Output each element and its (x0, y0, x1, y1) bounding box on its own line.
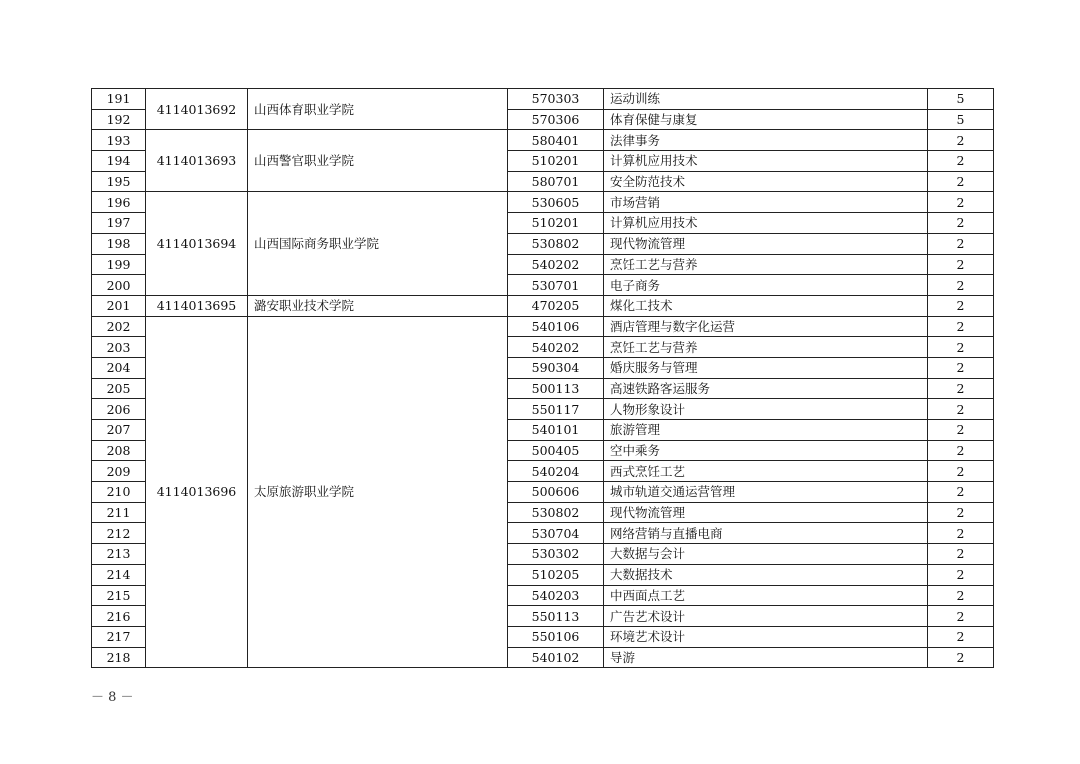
school-name-cell: 山西国际商务职业学院 (248, 192, 508, 295)
quota-cell: 2 (928, 461, 994, 482)
major-code-cell: 540202 (508, 337, 604, 358)
major-name-cell: 空中乘务 (604, 440, 928, 461)
row-number-cell: 199 (92, 254, 146, 275)
table-row (92, 130, 994, 151)
quota-cell: 2 (928, 275, 994, 296)
quota-cell: 2 (928, 151, 994, 172)
major-name-cell: 人物形象设计 (604, 399, 928, 420)
major-code-cell: 530605 (508, 192, 604, 213)
major-name-cell: 导游 (604, 647, 928, 668)
major-name-cell: 酒店管理与数字化运营 (604, 316, 928, 337)
quota-cell: 2 (928, 585, 994, 606)
quota-cell: 2 (928, 295, 994, 316)
quota-cell: 2 (928, 357, 994, 378)
row-number-cell: 202 (92, 316, 146, 337)
row-number-cell: 194 (92, 151, 146, 172)
quota-cell: 2 (928, 482, 994, 503)
quota-cell: 2 (928, 626, 994, 647)
major-name-cell: 西式烹饪工艺 (604, 461, 928, 482)
major-name-cell: 现代物流管理 (604, 233, 928, 254)
quota-cell: 2 (928, 233, 994, 254)
table-row (92, 192, 994, 213)
row-number-cell: 192 (92, 109, 146, 130)
major-code-cell: 550117 (508, 399, 604, 420)
row-number-cell: 200 (92, 275, 146, 296)
row-number-cell: 193 (92, 130, 146, 151)
major-code-cell: 540204 (508, 461, 604, 482)
major-code-cell: 510205 (508, 564, 604, 585)
quota-cell: 2 (928, 544, 994, 565)
major-code-cell: 470205 (508, 295, 604, 316)
quota-cell: 2 (928, 523, 994, 544)
major-name-cell: 现代物流管理 (604, 502, 928, 523)
major-code-cell: 540101 (508, 420, 604, 441)
major-code-cell: 530302 (508, 544, 604, 565)
row-number-cell: 214 (92, 564, 146, 585)
major-code-cell: 500606 (508, 482, 604, 503)
major-name-cell: 烹饪工艺与营养 (604, 254, 928, 275)
row-number-cell: 211 (92, 502, 146, 523)
quota-cell: 2 (928, 130, 994, 151)
enrollment-table (91, 88, 994, 668)
major-name-cell: 计算机应用技术 (604, 213, 928, 234)
row-number-cell: 204 (92, 357, 146, 378)
row-number-cell: 209 (92, 461, 146, 482)
quota-cell: 2 (928, 171, 994, 192)
row-number-cell: 215 (92, 585, 146, 606)
row-number-cell: 197 (92, 213, 146, 234)
school-name-cell: 山西警官职业学院 (248, 130, 508, 192)
major-name-cell: 计算机应用技术 (604, 151, 928, 172)
page-number: － 8 － (91, 690, 134, 705)
major-name-cell: 安全防范技术 (604, 171, 928, 192)
school-code-cell: 4114013693 (146, 130, 248, 192)
major-name-cell: 烹饪工艺与营养 (604, 337, 928, 358)
quota-cell: 2 (928, 337, 994, 358)
major-name-cell: 城市轨道交通运营管理 (604, 482, 928, 503)
major-code-cell: 580401 (508, 130, 604, 151)
quota-cell: 2 (928, 316, 994, 337)
quota-cell: 2 (928, 254, 994, 275)
row-number-cell: 212 (92, 523, 146, 544)
quota-cell: 5 (928, 109, 994, 130)
major-code-cell: 510201 (508, 151, 604, 172)
major-name-cell: 环境艺术设计 (604, 626, 928, 647)
row-number-cell: 196 (92, 192, 146, 213)
row-number-cell: 198 (92, 233, 146, 254)
major-name-cell: 高速铁路客运服务 (604, 378, 928, 399)
row-number-cell: 213 (92, 544, 146, 565)
table-row (92, 89, 994, 110)
school-name-cell: 山西体育职业学院 (248, 89, 508, 130)
school-code-cell: 4114013696 (146, 316, 248, 668)
school-name-cell: 潞安职业技术学院 (248, 295, 508, 316)
major-code-cell: 540203 (508, 585, 604, 606)
row-number-cell: 203 (92, 337, 146, 358)
major-code-cell: 500405 (508, 440, 604, 461)
quota-cell: 2 (928, 502, 994, 523)
table-row (92, 295, 994, 316)
quota-cell: 2 (928, 192, 994, 213)
major-name-cell: 电子商务 (604, 275, 928, 296)
major-code-cell: 530704 (508, 523, 604, 544)
table-row (92, 316, 994, 337)
row-number-cell: 201 (92, 295, 146, 316)
major-name-cell: 网络营销与直播电商 (604, 523, 928, 544)
row-number-cell: 216 (92, 606, 146, 627)
quota-cell: 2 (928, 213, 994, 234)
row-number-cell: 217 (92, 626, 146, 647)
row-number-cell: 205 (92, 378, 146, 399)
school-code-cell: 4114013692 (146, 89, 248, 130)
row-number-cell: 191 (92, 89, 146, 110)
quota-cell: 5 (928, 89, 994, 110)
row-number-cell: 206 (92, 399, 146, 420)
row-number-cell: 195 (92, 171, 146, 192)
quota-cell: 2 (928, 440, 994, 461)
major-name-cell: 婚庆服务与管理 (604, 357, 928, 378)
quota-cell: 2 (928, 378, 994, 399)
major-name-cell: 广告艺术设计 (604, 606, 928, 627)
major-code-cell: 590304 (508, 357, 604, 378)
table-body (92, 89, 994, 668)
row-number-cell: 210 (92, 482, 146, 503)
major-code-cell: 540102 (508, 647, 604, 668)
major-code-cell: 530701 (508, 275, 604, 296)
major-code-cell: 550106 (508, 626, 604, 647)
major-name-cell: 运动训练 (604, 89, 928, 110)
major-name-cell: 中西面点工艺 (604, 585, 928, 606)
quota-cell: 2 (928, 564, 994, 585)
major-code-cell: 500113 (508, 378, 604, 399)
major-name-cell: 体育保健与康复 (604, 109, 928, 130)
quota-cell: 2 (928, 647, 994, 668)
major-name-cell: 大数据与会计 (604, 544, 928, 565)
school-code-cell: 4114013695 (146, 295, 248, 316)
row-number-cell: 207 (92, 420, 146, 441)
major-code-cell: 580701 (508, 171, 604, 192)
school-name-cell: 太原旅游职业学院 (248, 316, 508, 668)
major-name-cell: 旅游管理 (604, 420, 928, 441)
major-name-cell: 大数据技术 (604, 564, 928, 585)
quota-cell: 2 (928, 420, 994, 441)
major-code-cell: 570303 (508, 89, 604, 110)
quota-cell: 2 (928, 399, 994, 420)
major-name-cell: 市场营销 (604, 192, 928, 213)
major-code-cell: 570306 (508, 109, 604, 130)
major-code-cell: 540106 (508, 316, 604, 337)
major-code-cell: 530802 (508, 502, 604, 523)
row-number-cell: 208 (92, 440, 146, 461)
major-code-cell: 530802 (508, 233, 604, 254)
major-code-cell: 510201 (508, 213, 604, 234)
major-code-cell: 550113 (508, 606, 604, 627)
quota-cell: 2 (928, 606, 994, 627)
major-code-cell: 540202 (508, 254, 604, 275)
row-number-cell: 218 (92, 647, 146, 668)
major-name-cell: 法律事务 (604, 130, 928, 151)
major-name-cell: 煤化工技术 (604, 295, 928, 316)
school-code-cell: 4114013694 (146, 192, 248, 295)
